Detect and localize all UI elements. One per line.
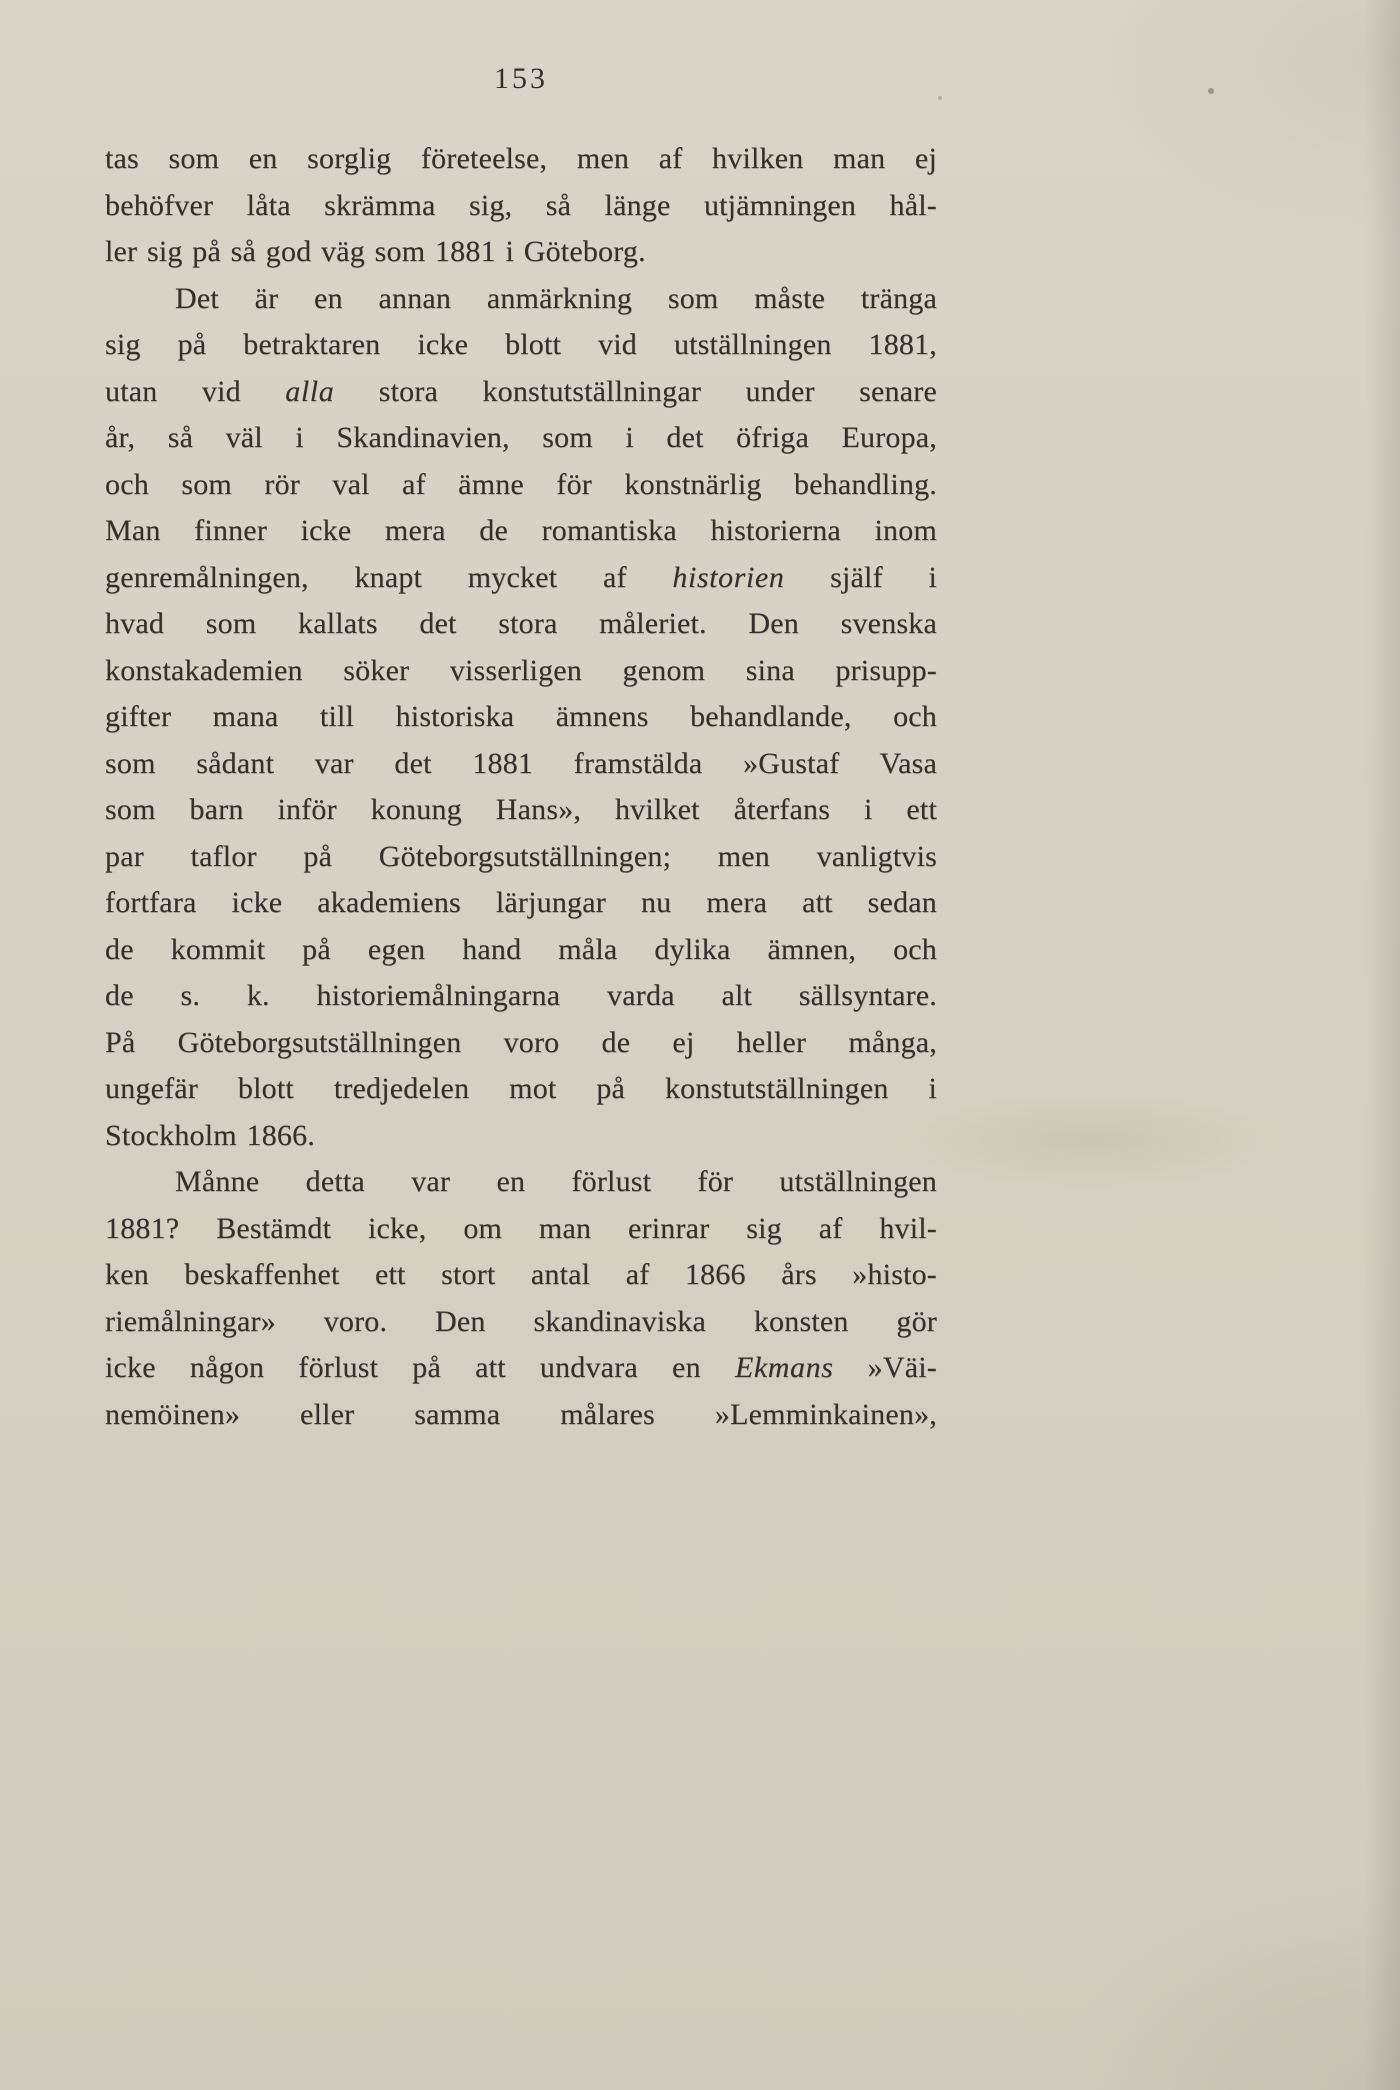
body-text: de kommit på egen hand måla dylika ämnen, och xyxy=(105,932,937,966)
body-text: Man finner icke mera de romantiska historierna inom xyxy=(105,514,937,547)
text-line xyxy=(105,601,937,648)
text-line xyxy=(105,1299,937,1346)
body-text: år, så väl i Skandinavien, som i det öfriga Europa, xyxy=(105,421,937,454)
body-text: riemålningar» voro. Den skandinaviska konsten gör xyxy=(105,1304,937,1338)
text-line xyxy=(105,741,937,788)
body-text: utan vid xyxy=(105,374,286,408)
body-text: själf i xyxy=(784,560,937,594)
body-text: de s. k. historiemålningarna varda alt sällsyntare. xyxy=(105,979,937,1012)
italic-text: historien xyxy=(672,560,785,594)
body-text: Månne detta var en förlust för utställningen xyxy=(175,1165,937,1198)
text-line xyxy=(105,787,937,834)
text-line xyxy=(105,276,937,323)
text-line xyxy=(105,415,937,462)
text-line xyxy=(105,1345,937,1392)
body-text: ungefär blott tredjedelen mot på konstutställningen i xyxy=(105,1072,937,1105)
body-text: 1881? Bestämdt icke, om man erinrar sig af hvil- xyxy=(105,1211,937,1245)
text-line xyxy=(105,322,937,369)
text-line xyxy=(105,973,937,1020)
text-block xyxy=(105,62,937,1438)
body-text: »Väi- xyxy=(833,1351,937,1384)
text-line xyxy=(105,834,937,881)
text-line xyxy=(105,1066,937,1113)
text-line xyxy=(105,927,937,974)
body-text: genremålningen, knapt mycket af xyxy=(105,560,673,594)
body-text: På Göteborgsutställningen voro de ej heller många, xyxy=(105,1025,937,1059)
page-number: 153 xyxy=(494,62,548,95)
text-line xyxy=(105,694,937,741)
text-line xyxy=(105,508,937,555)
text-line xyxy=(105,183,937,230)
text-line xyxy=(105,369,937,416)
body-text: gifter mana till historiska ämnens behandlande, och xyxy=(105,700,937,733)
text-line xyxy=(105,1020,937,1067)
text-line xyxy=(105,1206,937,1253)
text-line xyxy=(105,1252,937,1299)
italic-text: alla xyxy=(285,374,335,408)
body-text: fortfara icke akademiens lärjungar nu mera att sedan xyxy=(105,886,937,919)
body-text: tas som en sorglig företeelse, men af hvilken man ej xyxy=(105,142,937,175)
text-line xyxy=(105,136,937,183)
body-text: som barn inför konung Hans», hvilket återfans i ett xyxy=(105,793,937,826)
text-line xyxy=(105,1159,937,1206)
body-text: som sådant var det 1881 framstälda »Gustaf Vasa xyxy=(105,746,937,780)
body-text: ler sig på så god väg som 1881 i Göteborg. xyxy=(105,235,646,268)
text-line xyxy=(105,555,937,602)
text-lines xyxy=(105,136,937,1438)
text-line xyxy=(105,462,937,509)
paper-speck xyxy=(938,96,942,100)
text-line xyxy=(105,648,937,695)
body-text: hvad som kallats det stora måleriet. Den svenska xyxy=(105,607,937,640)
body-text: par taflor på Göteborgsutställningen; men vanligtvis xyxy=(105,839,937,873)
body-text: behöfver låta skrämma sig, så länge utjämningen hål- xyxy=(105,188,937,222)
body-text: Stockholm 1866. xyxy=(105,1118,316,1152)
italic-text: Ekmans xyxy=(734,1351,834,1384)
text-line xyxy=(105,1392,937,1439)
body-text: icke någon förlust på att undvara en xyxy=(105,1351,735,1384)
paper-speck xyxy=(1208,88,1214,94)
text-line xyxy=(105,880,937,927)
body-text: ken beskaffenhet ett stort antal af 1866 års »histo- xyxy=(105,1258,937,1291)
text-line xyxy=(105,229,937,276)
body-text: Det är en annan anmärkning som måste tränga xyxy=(175,281,937,315)
body-text: sig på betraktaren icke blott vid utställningen 1881, xyxy=(105,328,937,361)
body-text: konstakademien söker visserligen genom sina prisupp- xyxy=(105,653,937,687)
body-text: stora konstutställningar under senare xyxy=(334,374,937,408)
body-text: och som rör val af ämne för konstnärlig behandling. xyxy=(105,467,937,501)
text-line xyxy=(105,1113,937,1160)
body-text: nemöinen» eller samma målares »Lemminkainen», xyxy=(105,1397,937,1431)
